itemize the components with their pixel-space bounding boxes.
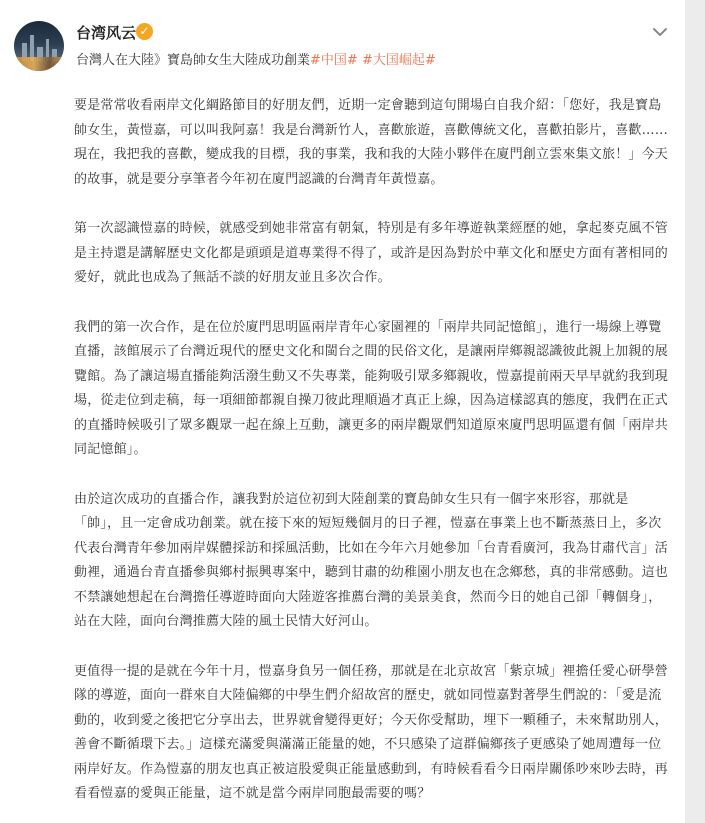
hashtag-link[interactable]: #大国崛起# xyxy=(361,53,436,68)
verified-badge-icon: ✓ xyxy=(136,23,153,40)
chevron-down-icon[interactable] xyxy=(650,22,670,42)
post-paragraph: 要是常常收看兩岸文化綱路節目的好朋友們，近期一定會聽到這句開場白自我介紹：「您好，我是寶島帥女生，黃愷嘉，可以叫我阿嘉！我是台灣新竹人，喜歡旅遊，喜歡傳統文化，喜歡拍影片，喜歡……現在，我把我的喜歡，變成我的目標，我的事業，我和我的大陸小夥伴在廈門創立雲來集文旅！」今天的故事，就是要分享筆者今年初在廈門認識的台灣青年黃愷嘉。 xyxy=(74,98,669,187)
author-name[interactable]: 台湾风云 xyxy=(76,24,137,42)
author-avatar[interactable] xyxy=(14,21,64,71)
post-paragraph: 我們的第一次合作，是在位於廈門思明區兩岸青年心家園裡的「兩岸共同記憶館」，進行一場線上導覽直播，該館展示了台灣近現代的歷史文化和閩台之間的民俗文化，是讓兩岸鄉親認識彼此親上加親的展覽館。為了讓這場直播能夠活潑生動又不失專業，能夠吸引眾多鄉親收，愷嘉提前兩天早早就約我到現場，從走位到走稿，每一項細節都親自操刀彼此理順過才真正上線，因為這樣認真的態度，我們在正式的直播時候吸引了眾多觀眾一起在線上互動，讓更多的兩岸觀眾們知道原來廈門思明區還有個「兩岸共同記憶館」。 xyxy=(74,319,669,457)
post-title: 台灣人在大陸》寶島帥女生大陸成功創業 xyxy=(76,53,311,68)
post-body xyxy=(74,94,674,823)
scrollbar[interactable] xyxy=(685,0,705,823)
post-paragraph: 更值得一提的是就在今年十月，愷嘉身負另一個任務，那就是在北京故宮「紫京城」裡擔任愛心研學營隊的導遊，面向一群來自大陸偏鄉的中學生們介紹故宮的歷史，就如同愷嘉對著學生們說的：「愛是流動的，收到愛之後把它分享出去，世界就會變得更好；今天你受幫助，埋下一顆種子，未來幫助別人，善會不斷循環下去。」這樣充滿愛與滿滿正能量的她，不只感染了這群偏鄉孩子更感染了她周遭每一位兩岸好友。作為愷嘉的朋友也真正被這股愛與正能量感動到，有時候看看今日兩岸關係吵來吵去時，再看看愷嘉的愛與正能量，這不就是當今兩岸同胞最需要的嗎？ xyxy=(74,663,669,801)
post-paragraph: 第一次認識愷嘉的時候，就感受到她非常富有朝氣，特別是有多年導遊執業經歷的她，拿起麥克風不管是主持還是講解歷史文化都是頭頭是道專業得不得了，或許是因為對於中華文化和歷史方面有著相同的愛好，就此也成為了無話不談的好朋友並且多次合作。 xyxy=(74,221,669,285)
post-headline xyxy=(76,49,436,68)
hashtag-link[interactable]: #中国# xyxy=(310,53,358,68)
post-paragraph: 由於這次成功的直播合作，讓我對於這位初到大陸創業的寶島帥女生只有一個字來形容，那就是「帥」，且一定會成功創業。就在接下來的短短幾個月的日子裡，愷嘉在事業上也不斷蒸蒸日上，多次代表台灣青年參加兩岸媒體採訪和採風活動，比如在今年六月她參加「台青看廣河，我為甘肅代言」活動裡，通過台青直播參與鄉村振興專案中，聽到甘肅的幼稚園小朋友也在念鄉愁，真的非常感動。這也不禁讓她想起在台灣擔任導遊時面向大陸遊客推薦台灣的美景美食，然而今日的她自己卻「轉個身」，站在大陸，面向台灣推薦大陸的風土民情大好河山。 xyxy=(74,491,669,629)
